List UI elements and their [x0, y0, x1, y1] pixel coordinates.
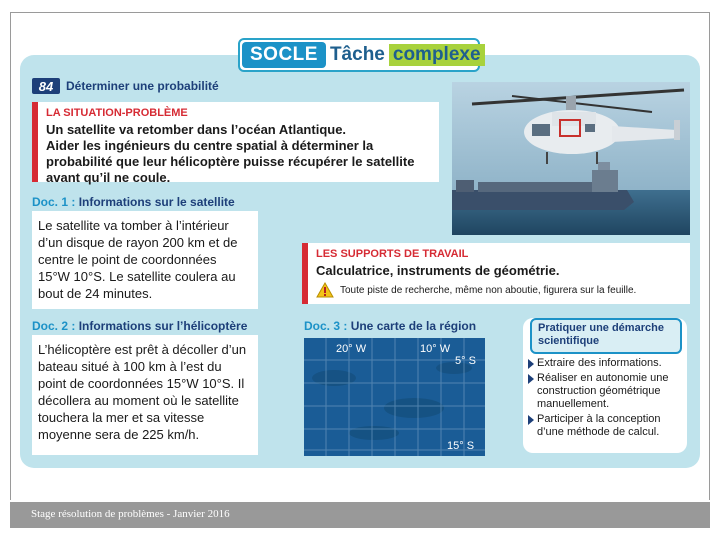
practice-item-text: Extraire des informations. — [537, 357, 662, 369]
triangle-bullet-icon — [528, 359, 534, 369]
practice-item-text: Participer à la conception d’une méthode de calcul. — [537, 413, 661, 438]
situation-line-1: Un satellite va retomber dans l’océan Atlantique. — [46, 122, 347, 137]
doc2-heading — [32, 319, 247, 333]
situation-heading: LA SITUATION-PROBLÈME — [46, 107, 188, 119]
doc1-prefix: Doc. 1 : — [32, 195, 76, 209]
doc1-title: Informations sur le satellite — [78, 195, 235, 209]
practice-item-3 — [528, 413, 686, 439]
doc3-title: Une carte de la région — [350, 319, 477, 333]
socle-header — [238, 38, 480, 72]
situation-line-2: Aider les ingénieurs du centre spatial à déterminer la probabilité que leur hélicoptère puisse récupérer le satellite avant qu’il ne coule. — [46, 138, 415, 185]
doc2-box — [32, 335, 258, 455]
triangle-bullet-icon — [528, 374, 534, 384]
situation-box — [32, 102, 439, 185]
complexe-label: complexe — [389, 44, 485, 66]
doc1-box — [32, 211, 258, 309]
supports-heading: LES SUPPORTS DE TRAVAIL — [316, 248, 469, 260]
practice-item-1 — [528, 357, 686, 370]
practice-list — [528, 357, 686, 441]
practice-title: Pratiquer une démarche scientifique — [530, 318, 682, 354]
doc1-heading — [32, 195, 235, 209]
socle-label: SOCLE — [242, 42, 326, 68]
supports-note: Toute piste de recherche, même non aboutie, figurera sur la feuille. — [340, 284, 637, 296]
tache-label: Tâche — [329, 44, 385, 65]
map-label-10w: 10° W — [420, 343, 451, 355]
practice-item-2 — [528, 372, 686, 411]
doc3-prefix: Doc. 3 : — [304, 319, 348, 333]
helicopter-photo — [452, 82, 690, 235]
helicopter-ship-image — [452, 82, 690, 235]
warning-icon — [316, 282, 334, 298]
doc1-text: Le satellite va tomber à l’intérieur d’un disque de rayon 200 km et de centre le point de coordonnées 15°W 10°S. Le satellite coulera au bout de 24 minutes. — [38, 218, 238, 301]
map-label-15s: 15° S — [447, 440, 475, 452]
triangle-bullet-icon — [528, 415, 534, 425]
supports-text: Calculatrice, instruments de géométrie. — [316, 263, 560, 278]
map-label-5s: 5° S — [455, 355, 476, 367]
supports-box — [302, 243, 690, 304]
practice-item-text: Réaliser en autonomie une construction géométrique manuellement. — [537, 372, 669, 410]
doc3-heading — [304, 319, 476, 333]
exercise-number: 84 — [32, 78, 60, 94]
doc2-title: Informations sur l’hélicoptère — [78, 319, 248, 333]
page-border-top — [10, 12, 710, 13]
map-label-20w: 20° W — [336, 343, 367, 355]
doc2-prefix: Doc. 2 : — [32, 319, 76, 333]
supports-note-row — [316, 282, 682, 298]
page-border-left — [10, 12, 11, 500]
region-map — [304, 338, 485, 456]
exercise-title: Déterminer une probabilité — [66, 79, 219, 93]
page-border-right — [709, 12, 710, 500]
doc2-text: L’hélicoptère est prêt à décoller d’un bateau situé à 100 km à l’est du point de coordonnées 15°W 10°S. Il décollera au moment où le satellite touchera la mer et sa vitesse moyenne sera de 225 km/h. — [38, 342, 247, 442]
footer-text: Stage résolution de problèmes - Janvier 2016 — [31, 508, 230, 520]
